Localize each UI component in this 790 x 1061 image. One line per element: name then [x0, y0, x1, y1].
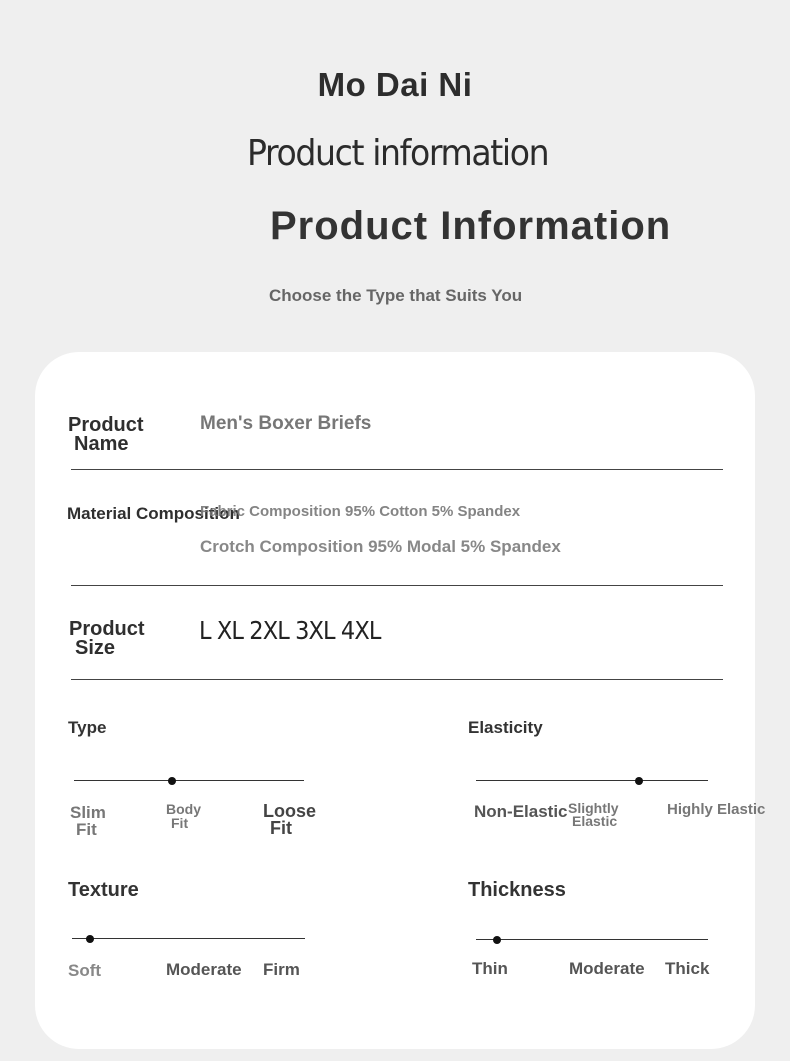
texture-scale-track [72, 938, 305, 939]
type-selected-marker [168, 777, 176, 785]
elasticity-option-non-elastic: Non-Elastic [474, 802, 568, 821]
thickness-selected-marker [493, 936, 501, 944]
type-option-slim-line2: Fit [76, 820, 97, 839]
elasticity-option-slightly-elastic [568, 802, 619, 828]
type-option-body-line1: Body [166, 801, 201, 817]
type-option-body-line2: Fit [171, 815, 189, 831]
texture-option-soft: Soft [68, 961, 102, 980]
product-name-value: Men's Boxer Briefs [200, 413, 372, 434]
divider [71, 469, 723, 470]
product-name-label-line2: Name [74, 433, 129, 455]
divider [71, 679, 723, 680]
page-title: Product Information [270, 204, 672, 248]
product-size-value: L XL 2XL 3XL 4XL [199, 616, 381, 645]
elasticity-option-highly-elastic: Highly Elastic [667, 801, 766, 818]
product-name-label [68, 416, 144, 454]
elasticity-selected-marker [635, 777, 643, 785]
crotch-composition-value: Crotch Composition 95% Modal 5% Spandex [200, 537, 561, 556]
product-info-card [35, 352, 755, 1049]
elasticity-option-slightly-line1: Slightly [568, 800, 619, 816]
product-size-label-line2: Size [75, 637, 116, 659]
texture-selected-marker [86, 935, 94, 943]
tagline: Choose the Type that Suits You [269, 286, 523, 305]
type-option-loose-line1: Loose [263, 801, 317, 821]
texture-option-firm: Firm [263, 960, 300, 979]
texture-title: Texture [68, 879, 139, 901]
type-option-slim-line1: Slim [70, 803, 106, 822]
elasticity-title: Elasticity [468, 718, 543, 737]
brand-name: Mo Dai Ni [317, 66, 473, 103]
texture-option-moderate: Moderate [166, 960, 242, 979]
thickness-option-thick: Thick [665, 959, 710, 978]
thickness-scale-track [476, 939, 708, 940]
type-option-loose-fit [263, 803, 316, 837]
type-option-slim-fit [70, 804, 106, 838]
material-composition-label: Material Composition [67, 504, 240, 523]
type-option-loose-line2: Fit [270, 818, 292, 838]
elasticity-scale-track [476, 780, 708, 781]
product-size-label-line1: Product [69, 618, 145, 640]
product-name-label-line1: Product [68, 414, 144, 436]
elasticity-option-slightly-line2: Elastic [572, 813, 618, 829]
product-size-label [69, 620, 145, 658]
fabric-composition-value: Fabric Composition 95% Cotton 5% Spandex [200, 503, 521, 520]
subtitle-thin: Product information [247, 133, 549, 174]
thickness-title: Thickness [468, 879, 566, 901]
type-scale-track [74, 780, 304, 781]
thickness-option-moderate: Moderate [569, 959, 645, 978]
thickness-option-thin: Thin [472, 959, 508, 978]
divider [71, 585, 723, 586]
type-option-body-fit [166, 802, 201, 830]
type-title: Type [68, 718, 107, 737]
